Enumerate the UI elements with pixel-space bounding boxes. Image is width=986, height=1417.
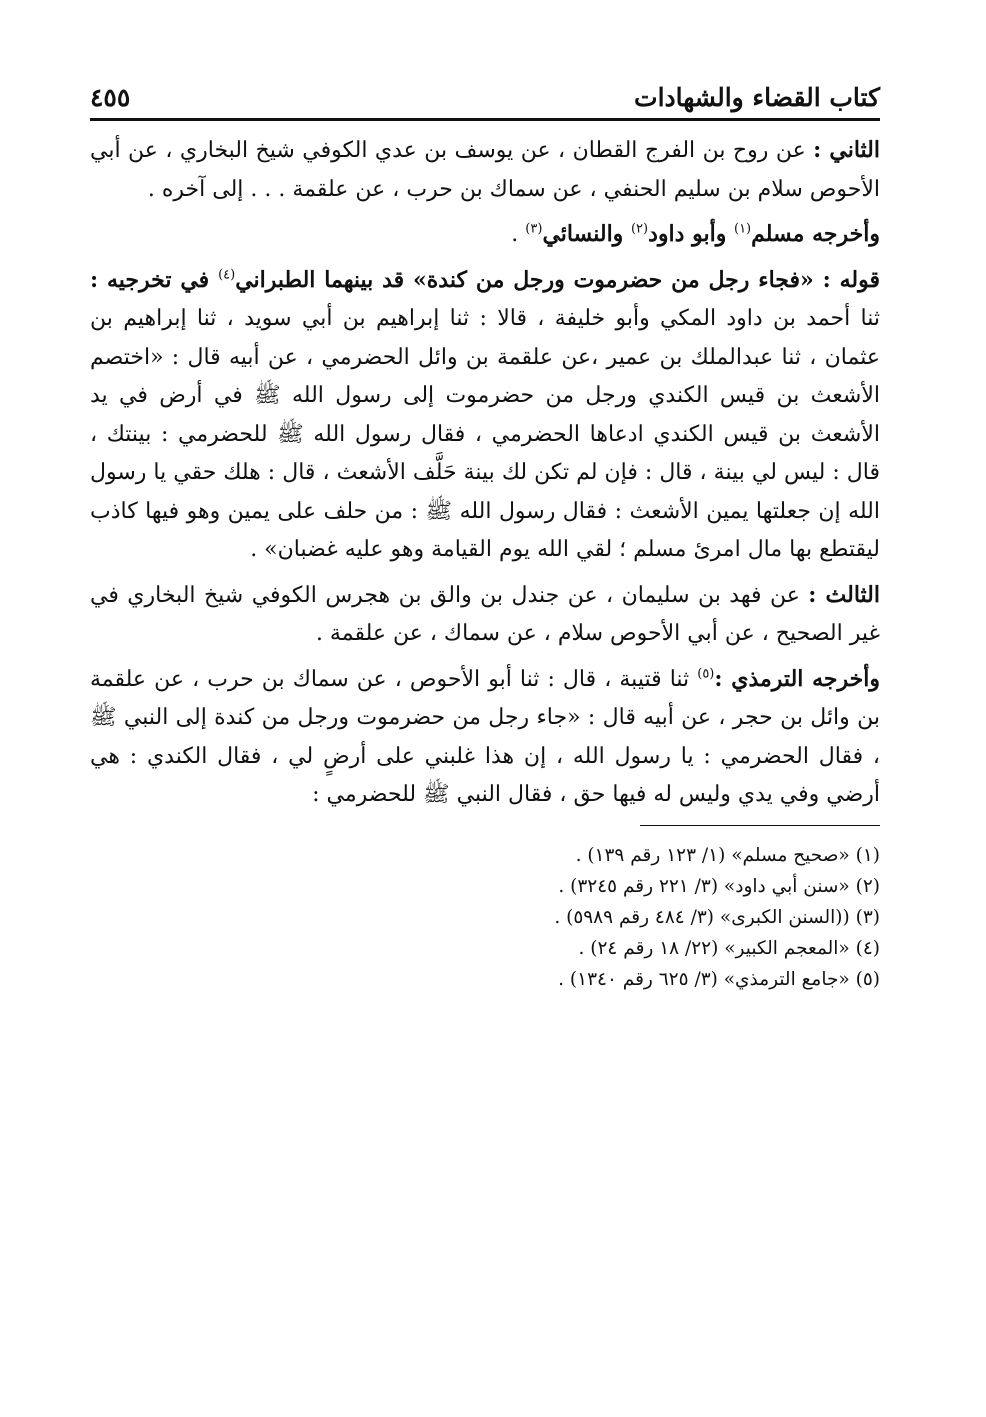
running-title: كتاب القضاء والشهادات [634, 83, 880, 112]
footnotes [90, 840, 880, 995]
paragraph-text: وأبو داود [648, 221, 734, 247]
header-rule [90, 118, 880, 121]
footnote: (٢) «سنن أبي داود» (٣/ ٢٢١ رقم ٣٢٤٥) . [558, 875, 880, 897]
paragraph-text: وأخرجه مسلم [751, 221, 880, 247]
page-header [90, 60, 880, 112]
paragraph-takhrij [90, 215, 880, 255]
paragraph-second-chain [90, 131, 880, 209]
paragraph-text: عن فهد بن سليمان ، عن جندل بن والق بن هجرس الكوفي شيخ البخاري في غير الصحيح ، عن أبي الأحوص سلام ، عن سماك ، عن علقمة . [90, 582, 880, 646]
paragraph-text: عن روح بن الفرج القطان ، عن يوسف بن عدي الكوفي شيخ البخاري ، عن أبي الأحوص سلام بن سليم الحنفي ، عن سماك بن حرب ، عن علقمة . . . إلى آخره . [90, 138, 880, 202]
footnote-ref[interactable]: (٢) [630, 221, 649, 237]
footnote: (٥) «جامع الترمذي» (٣/ ٦٢٥ رقم ١٣٤٠) . [558, 968, 880, 990]
paragraph-lead: الثاني : [813, 137, 880, 163]
page [90, 60, 880, 995]
main-text [90, 131, 880, 815]
footnote-ref[interactable]: (٤) [218, 267, 236, 283]
paragraph-tabarani [90, 261, 880, 570]
paragraph-lead: الثالث : [808, 581, 880, 608]
paragraph-text: . [511, 222, 526, 247]
paragraph-lead: قوله : «فجاء رجل من حضرموت ورجل من كندة» قد بينهما الطبراني [235, 266, 881, 293]
footnote: (٣) ((السنن الكبرى» (٣/ ٤٨٤ رقم ٥٩٨٩) . [554, 906, 880, 928]
footnote-ref[interactable]: (٥) [697, 666, 715, 682]
paragraph-third-chain [90, 576, 880, 654]
footnote-rule [640, 825, 880, 826]
page-number: ٤٥٥ [90, 83, 131, 112]
paragraph-lead: وأخرجه الترمذي : [714, 665, 880, 692]
footnote-ref[interactable]: (١) [733, 221, 752, 237]
paragraph-text: والنسائي [542, 221, 631, 247]
paragraph-tirmidhi [90, 660, 880, 815]
footnote: (١) «صحيح مسلم» (١/ ١٢٣ رقم ١٣٩) . [575, 844, 880, 866]
paragraph-text: ثنا قتيبة ، قال : ثنا أبو الأحوص ، عن سماك بن حرب ، عن علقمة بن وائل بن حجر ، عن أبيه قال : «جاء رجل من حضرموت ورجل من كندة إلى النبي ﷺ ، فقال الحضرمي : يا رسول الله ، إن هذا غلبني على أرضٍ لي ، فقال الكندي : هي أرضي وفي يدي وليس له فيها حق ، فقال النبي ﷺ للحضرمي : [90, 666, 880, 807]
footnote: (٤) «المعجم الكبير» (٢٢/ ١٨ رقم ٢٤) . [578, 937, 880, 959]
paragraph-lead: في تخرجيه : [90, 266, 219, 293]
paragraph-text: ثنا أحمد بن داود المكي وأبو خليفة ، قالا : ثنا إبراهيم بن أبي سويد ، ثنا إبراهيم بن عثمان ، ثنا عبدالملك بن عمير ،عن علقمة بن وائل الحضرمي ، عن أبيه قال : «اختصم الأشعث بن قيس الكندي ورجل من حضرموت إلى رسول الله ﷺ في أرض في يد الأشعث بن قيس الكندي ادعاها الحضرمي ، فقال رسول الله ﷺ للحضرمي : بينتك ، قال : ليس لي بينة ، قال : فإن لم تكن لك بينة حَلَّف الأشعث ، قال : هلك حقي يا رسول الله إن جعلتها يمين الأشعث : فقال رسول الله ﷺ : من حلف على يمين وهو فيها كاذب ليقتطع بها مال امرئ مسلم ؛ لقي الله يوم القيامة وهو عليه غضبان» . [90, 306, 881, 562]
footnote-ref[interactable]: (٣) [525, 221, 543, 237]
